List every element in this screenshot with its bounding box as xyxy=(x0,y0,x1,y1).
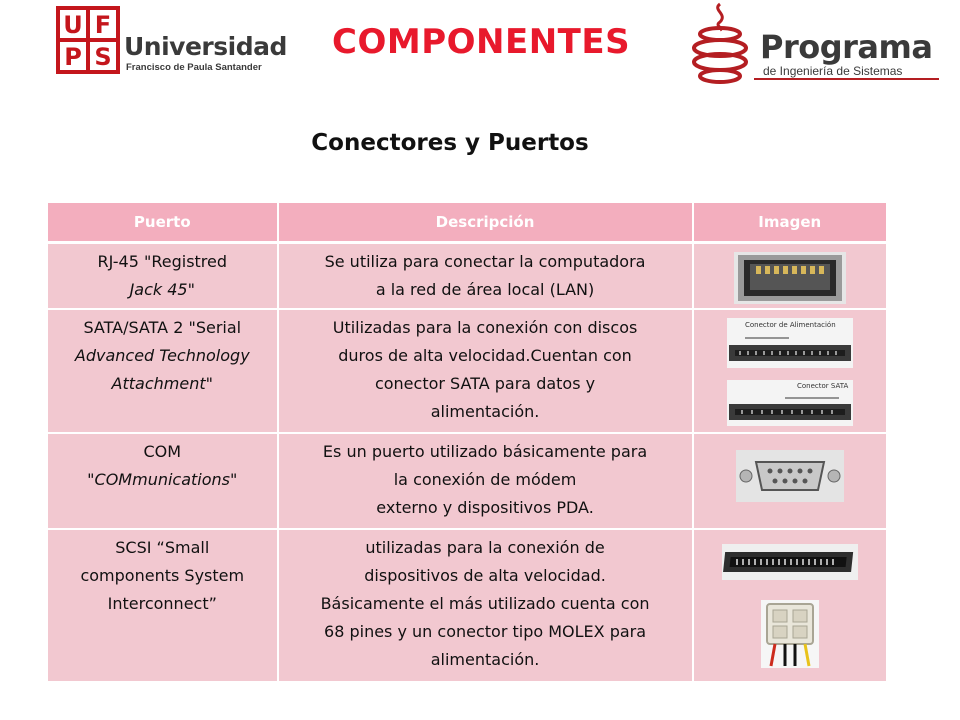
svg-text:F: F xyxy=(94,11,112,39)
port-name: COM "COMmunications" xyxy=(48,433,278,529)
rj45-port-image xyxy=(734,252,846,304)
port-description: Se utiliza para conectar la computadora a la red de área local (LAN) xyxy=(278,243,693,310)
sata-data-label: Conector SATA xyxy=(796,382,848,390)
ports-table xyxy=(48,203,886,681)
table-header-row xyxy=(48,203,886,243)
svg-text:S: S xyxy=(94,43,112,71)
port-description: utilizadas para la conexión de dispositivos de alta velocidad. Básicamente el más utilizado cuenta con 68 pines y un conector tipo MOLEX para alimentación. xyxy=(278,529,693,681)
table-row xyxy=(48,529,886,681)
programa-logo-mark-icon xyxy=(690,0,754,90)
port-image-cell xyxy=(693,433,886,529)
scsi-connector-image xyxy=(722,544,858,580)
svg-text:U: U xyxy=(63,11,83,39)
programa-logo xyxy=(690,0,940,92)
ufps-logo xyxy=(56,6,287,76)
table-row xyxy=(48,309,886,433)
molex-connector-image xyxy=(761,600,819,668)
port-image-cell xyxy=(693,243,886,310)
section-subtitle: Conectores y Puertos xyxy=(311,130,589,156)
programa-logo-word: Programa xyxy=(760,28,933,66)
sata-data-connector-image xyxy=(727,380,853,426)
page-title: COMPONENTES xyxy=(332,22,631,62)
programa-logo-line xyxy=(754,78,939,80)
port-name: RJ-45 "Registred Jack 45" xyxy=(48,243,278,310)
header-port: Puerto xyxy=(48,203,278,243)
table-row xyxy=(48,433,886,529)
header-image: Imagen xyxy=(693,203,886,243)
port-image-cell xyxy=(693,309,886,433)
port-description: Es un puerto utilizado básicamente para la conexión de módem externo y dispositivos PDA. xyxy=(278,433,693,529)
port-name: SATA/SATA 2 "Serial Advanced Technology Attachment" xyxy=(48,309,278,433)
ufps-logo-subtext: Francisco de Paula Santander xyxy=(126,62,262,73)
ufps-logo-word: Universidad xyxy=(124,32,287,61)
sata-power-connector-image xyxy=(727,318,853,368)
port-image-cell xyxy=(693,529,886,681)
ufps-logo-mark-icon xyxy=(56,6,120,74)
table-row xyxy=(48,243,886,310)
com-port-image xyxy=(736,450,844,502)
port-name: SCSI “Small components System Interconnect” xyxy=(48,529,278,681)
programa-logo-subtext: de Ingeniería de Sistemas xyxy=(763,64,903,78)
sata-power-label: Conector de Alimentación xyxy=(744,321,836,329)
header-description: Descripción xyxy=(278,203,693,243)
port-description: Utilizadas para la conexión con discos duros de alta velocidad.Cuentan con conector SATA para datos y alimentación. xyxy=(278,309,693,433)
svg-text:P: P xyxy=(64,43,82,71)
